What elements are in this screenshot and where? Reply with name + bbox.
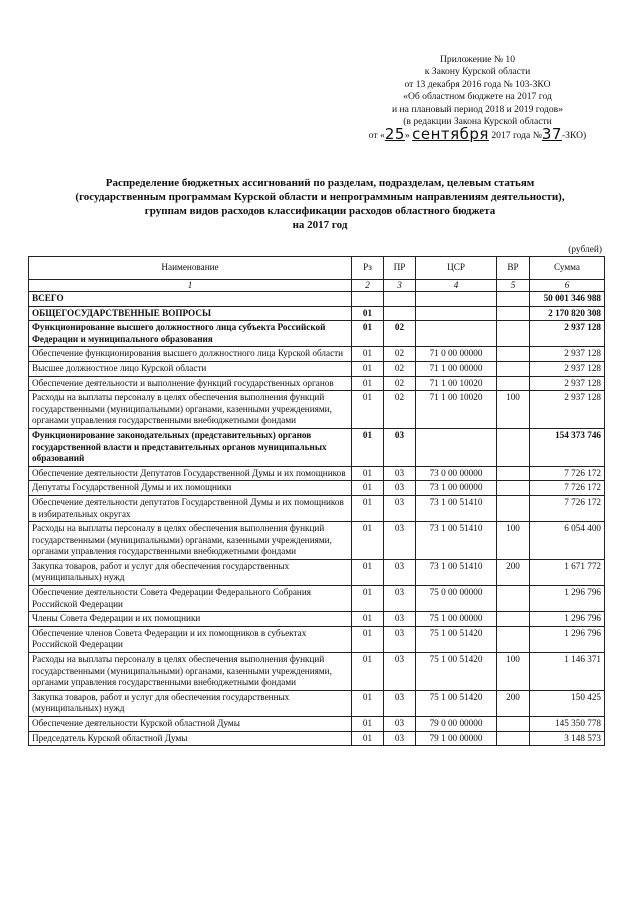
header-vr: ВР (497, 257, 530, 280)
cell-vr: 200 (497, 559, 530, 585)
table-row (29, 306, 605, 321)
cell-csr: 75 1 00 51420 (416, 653, 497, 691)
cell-rz: 01 (352, 391, 384, 429)
cell-pr: 02 (384, 321, 416, 347)
cell-name: Обеспечение деятельности Курской областной Думы (29, 717, 352, 732)
cell-sum: 2 937 128 (530, 376, 605, 391)
cell-rz: 01 (352, 306, 384, 321)
table-row (29, 376, 605, 391)
cell-vr (497, 361, 530, 376)
cell-vr (497, 731, 530, 746)
cell-sum: 7 726 172 (530, 466, 605, 481)
cell-rz: 01 (352, 690, 384, 716)
table-row (29, 321, 605, 347)
appendix-law-ref: к Закону Курской области (424, 66, 531, 78)
table-row (29, 428, 605, 466)
cell-pr: 03 (384, 481, 416, 496)
cell-rz: 01 (352, 612, 384, 627)
cell-csr (416, 292, 497, 307)
table-row (29, 731, 605, 746)
amend-month: сентября (412, 125, 489, 144)
cell-sum: 7 726 172 (530, 481, 605, 496)
colnum-1: 1 (29, 280, 352, 292)
cell-sum: 3 148 573 (530, 731, 605, 746)
cell-name: Закупка товаров, работ и услуг для обеспечения государственных (муниципальных) нужд (29, 559, 352, 585)
cell-name: Функционирование законодательных (представительных) органов государственной власти и представительных органов муниципальных образований (29, 428, 352, 466)
cell-sum: 2 937 128 (530, 321, 605, 347)
cell-pr: 03 (384, 653, 416, 691)
table-header-row (29, 257, 605, 280)
cell-vr (497, 376, 530, 391)
cell-name: Обеспечение деятельности Совета Федерации Федерального Собрания Российской Федерации (29, 586, 352, 612)
table-row (29, 292, 605, 307)
cell-sum: 154 373 746 (530, 428, 605, 466)
header-name: Наименование (29, 257, 352, 280)
cell-sum: 1 296 796 (530, 586, 605, 612)
table-row (29, 717, 605, 732)
title-line-2: (государственным программам Курской области и непрограммным направлениям деятельности), (75, 191, 565, 203)
cell-name: Обеспечение деятельности депутатов Государственной Думы и их помощников в избирательных округах (29, 495, 352, 521)
cell-name: Расходы на выплаты персоналу в целях обеспечения выполнения функций государственными (муниципальными) органами, казенными учреждениями, органами управления государственными внебюджетными фондами (29, 522, 352, 560)
cell-sum: 1 146 371 (530, 653, 605, 691)
cell-rz: 01 (352, 361, 384, 376)
colnum-5: 5 (497, 280, 530, 292)
cell-rz: 01 (352, 347, 384, 362)
header-csr: ЦСР (416, 257, 497, 280)
cell-pr: 02 (384, 361, 416, 376)
table-row (29, 391, 605, 429)
cell-pr (384, 292, 416, 307)
cell-name: Расходы на выплаты персоналу в целях обеспечения выполнения функций государственными (муниципальными) органами, казенными учреждениями, органами управления государственными внебюджетными фондами (29, 653, 352, 691)
amend-prefix: от « (368, 130, 385, 142)
amend-year: 2017 года № (491, 130, 542, 142)
table-row (29, 626, 605, 652)
appendix-number: Приложение № 10 (439, 54, 516, 65)
cell-name: Закупка товаров, работ и услуг для обеспечения государственных (муниципальных) нужд (29, 690, 352, 716)
cell-pr: 02 (384, 347, 416, 362)
cell-rz: 01 (352, 428, 384, 466)
table-row (29, 690, 605, 716)
colnum-4: 4 (416, 280, 497, 292)
cell-csr: 79 0 00 00000 (416, 717, 497, 732)
cell-csr (416, 321, 497, 347)
units-label: (рублей) (568, 245, 602, 255)
column-number-row (29, 280, 605, 292)
cell-vr: 200 (497, 690, 530, 716)
cell-csr: 71 1 00 10020 (416, 376, 497, 391)
cell-vr (497, 612, 530, 627)
cell-csr: 73 1 00 51410 (416, 495, 497, 521)
colnum-2: 2 (352, 280, 384, 292)
cell-csr: 71 1 00 10020 (416, 391, 497, 429)
cell-sum: 2 937 128 (530, 347, 605, 362)
cell-vr (497, 292, 530, 307)
appendix-law-title-2: и на плановый период 2018 и 2019 годов» (392, 103, 563, 115)
appendix-block (360, 54, 595, 143)
amend-number: 37 (541, 125, 562, 144)
cell-csr: 75 1 00 00000 (416, 612, 497, 627)
cell-csr (416, 428, 497, 466)
cell-sum: 2 937 128 (530, 361, 605, 376)
cell-rz: 01 (352, 466, 384, 481)
cell-sum: 1 671 772 (530, 559, 605, 585)
cell-sum: 2 937 128 (530, 391, 605, 429)
cell-pr: 03 (384, 586, 416, 612)
appendix-law-date: от 13 декабря 2016 года № 103-ЗКО (404, 78, 551, 90)
title-line-3: группам видов расходов классификации расходов областного бюджета (144, 205, 496, 217)
cell-sum: 2 170 820 308 (530, 306, 605, 321)
table-row (29, 522, 605, 560)
cell-name: Функционирование высшего должностного лица субъекта Российской Федерации и муниципального образования (29, 321, 352, 347)
cell-name: Обеспечение функционирования высшего должностного лица Курской области (29, 347, 352, 362)
cell-name: Депутаты Государственной Думы и их помощники (29, 481, 352, 496)
cell-name: Члены Совета Федерации и их помощники (29, 612, 352, 627)
cell-pr: 03 (384, 466, 416, 481)
cell-pr: 03 (384, 495, 416, 521)
cell-pr (384, 306, 416, 321)
cell-name: Председатель Курской областной Думы (29, 731, 352, 746)
cell-pr: 03 (384, 690, 416, 716)
colnum-3: 3 (384, 280, 416, 292)
cell-sum: 50 001 346 988 (530, 292, 605, 307)
cell-sum: 150 425 (530, 690, 605, 716)
header-rz: Рз (352, 257, 384, 280)
table-row (29, 347, 605, 362)
cell-vr (497, 626, 530, 652)
title-line-4: на 2017 год (292, 219, 348, 231)
cell-sum: 1 296 796 (530, 612, 605, 627)
cell-sum: 145 350 778 (530, 717, 605, 732)
cell-csr: 75 0 00 00000 (416, 586, 497, 612)
cell-rz: 01 (352, 731, 384, 746)
cell-rz: 01 (352, 717, 384, 732)
table-row (29, 361, 605, 376)
cell-pr: 03 (384, 612, 416, 627)
table-body (29, 292, 605, 746)
cell-sum: 7 726 172 (530, 495, 605, 521)
cell-csr: 75 1 00 51420 (416, 626, 497, 652)
table-row (29, 612, 605, 627)
cell-name: ОБЩЕГОСУДАРСТВЕННЫЕ ВОПРОСЫ (29, 306, 352, 321)
cell-vr: 100 (497, 391, 530, 429)
appendix-amendment (360, 125, 595, 144)
cell-pr: 03 (384, 717, 416, 732)
cell-name: Обеспечение деятельности Депутатов Государственной Думы и их помощников (29, 466, 352, 481)
cell-name: Обеспечение членов Совета Федерации и их помощников в субъектах Российской Федерации (29, 626, 352, 652)
cell-csr: 71 1 00 00000 (416, 361, 497, 376)
table-row (29, 559, 605, 585)
cell-rz: 01 (352, 522, 384, 560)
cell-vr (497, 321, 530, 347)
cell-vr (497, 717, 530, 732)
amend-mid: » (404, 130, 410, 142)
table-row (29, 495, 605, 521)
table-row (29, 466, 605, 481)
cell-rz: 01 (352, 321, 384, 347)
cell-csr: 75 1 00 51420 (416, 690, 497, 716)
cell-csr: 71 0 00 00000 (416, 347, 497, 362)
cell-sum: 6 054 400 (530, 522, 605, 560)
cell-pr: 03 (384, 428, 416, 466)
cell-pr: 02 (384, 376, 416, 391)
cell-pr: 03 (384, 731, 416, 746)
cell-rz: 01 (352, 376, 384, 391)
cell-rz: 01 (352, 586, 384, 612)
cell-name: Высшее должностное лицо Курской области (29, 361, 352, 376)
cell-sum: 1 296 796 (530, 626, 605, 652)
cell-csr (416, 306, 497, 321)
cell-pr: 02 (384, 391, 416, 429)
amend-day: 25 (384, 125, 405, 144)
cell-csr: 73 1 00 51410 (416, 559, 497, 585)
cell-vr (497, 466, 530, 481)
cell-name: ВСЕГО (29, 292, 352, 307)
budget-table (28, 256, 605, 746)
cell-rz: 01 (352, 626, 384, 652)
cell-rz (352, 292, 384, 307)
cell-vr: 100 (497, 653, 530, 691)
header-sum: Сумма (530, 257, 605, 280)
cell-name: Обеспечение деятельности и выполнение функций государственных органов (29, 376, 352, 391)
cell-pr: 03 (384, 522, 416, 560)
cell-csr: 73 0 00 00000 (416, 466, 497, 481)
table-row (29, 481, 605, 496)
cell-csr: 73 1 00 51410 (416, 522, 497, 560)
cell-rz: 01 (352, 653, 384, 691)
document-title (30, 176, 610, 232)
cell-vr (497, 495, 530, 521)
table-row (29, 586, 605, 612)
cell-csr: 73 1 00 00000 (416, 481, 497, 496)
cell-vr: 100 (497, 522, 530, 560)
amend-suffix: -ЗКО) (561, 130, 587, 142)
cell-vr (497, 481, 530, 496)
cell-name: Расходы на выплаты персоналу в целях обеспечения выполнения функций государственными (муниципальными) органами, казенными учреждениями, органами управления государственными внебюджетными фондами (29, 391, 352, 429)
cell-pr: 03 (384, 559, 416, 585)
cell-rz: 01 (352, 481, 384, 496)
table-row (29, 653, 605, 691)
cell-vr (497, 347, 530, 362)
colnum-6: 6 (530, 280, 605, 292)
cell-vr (497, 428, 530, 466)
appendix-law-title-1: «Об областном бюджете на 2017 год (403, 91, 552, 103)
appendix-edition: (в редакции Закона Курской области (403, 116, 552, 128)
cell-vr (497, 306, 530, 321)
cell-rz: 01 (352, 495, 384, 521)
cell-vr (497, 586, 530, 612)
cell-pr: 03 (384, 626, 416, 652)
cell-rz: 01 (352, 559, 384, 585)
cell-csr: 79 1 00 00000 (416, 731, 497, 746)
title-line-1: Распределение бюджетных ассигнований по разделам, подразделам, целевым статьям (105, 177, 535, 189)
header-pr: ПР (384, 257, 416, 280)
